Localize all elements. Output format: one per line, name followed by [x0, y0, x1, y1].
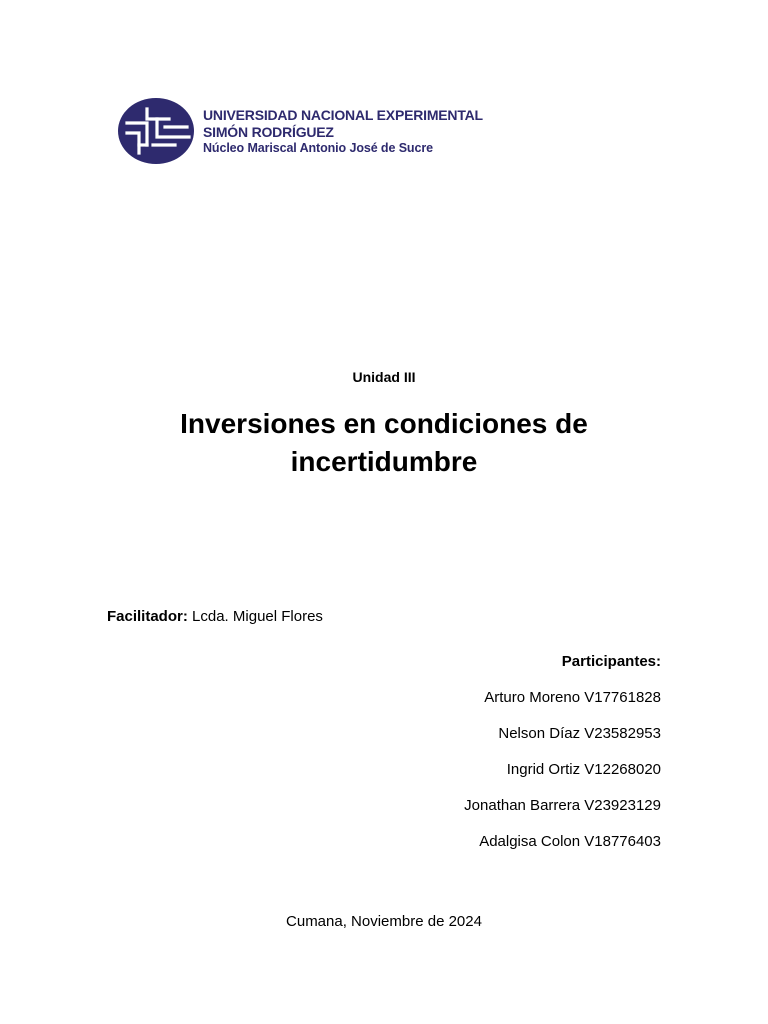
- document-title-line1: Inversiones en condiciones de: [180, 408, 588, 439]
- participants-list: [464, 653, 661, 869]
- unit-label: Unidad III: [352, 369, 416, 385]
- university-nucleus: Núcleo Mariscal Antonio José de Sucre: [203, 140, 433, 155]
- facilitator-name: Lcda. Miguel Flores: [192, 608, 323, 625]
- participant-item: Arturo Moreno V17761828: [484, 689, 661, 706]
- participants-label: Participantes:: [561, 653, 661, 670]
- document-title-line2: incertidumbre: [290, 446, 478, 477]
- participant-item: Ingrid Ortiz V12268020: [506, 761, 661, 778]
- participant-item: Nelson Díaz V23582953: [498, 725, 661, 742]
- participant-item: Adalgisa Colon V18776403: [479, 833, 661, 850]
- place-date: Cumana, Noviembre de 2024: [286, 913, 482, 930]
- university-header: [117, 97, 483, 165]
- university-logo-icon: [117, 97, 195, 165]
- university-name-block: [203, 108, 483, 155]
- facilitator-label: Facilitador:: [107, 608, 188, 625]
- document-title: [0, 405, 768, 481]
- university-name-line2: SIMÓN RODRÍGUEZ: [203, 123, 334, 140]
- facilitator-line: [107, 608, 323, 625]
- participant-item: Jonathan Barrera V23923129: [464, 797, 661, 814]
- university-name-line1: UNIVERSIDAD NACIONAL EXPERIMENTAL: [203, 106, 483, 123]
